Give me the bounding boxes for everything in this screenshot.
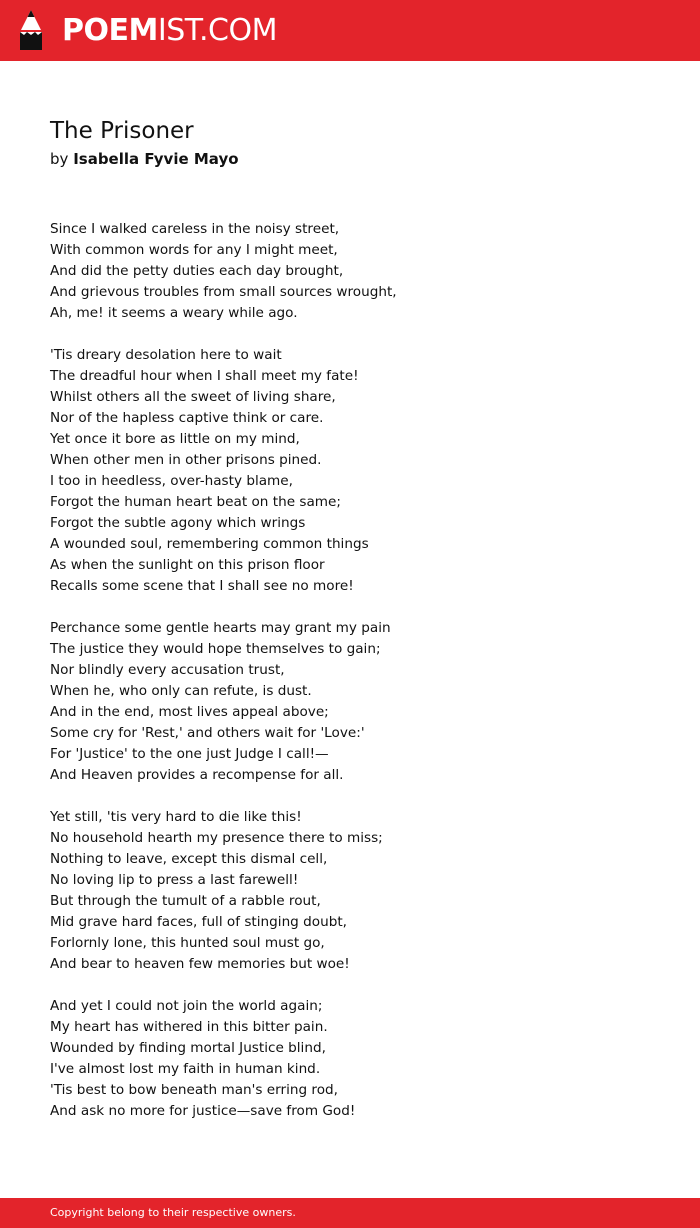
poem-line: And bear to heaven few memories but woe! <box>50 956 350 972</box>
poem-line: Nor of the hapless captive think or care. <box>50 410 324 426</box>
byline <box>50 149 239 169</box>
poem-line: And ask no more for justice—save from God! <box>50 1103 356 1119</box>
poem-line: When other men in other prisons pined. <box>50 452 322 468</box>
poem-line: Nothing to leave, except this dismal cell, <box>50 851 328 867</box>
poem-line: Perchance some gentle hearts may grant my pain <box>50 620 391 636</box>
site-header <box>0 0 700 61</box>
poem-stanza <box>50 807 650 975</box>
poem-line: Some cry for 'Rest,' and others wait for 'Love:' <box>50 725 365 741</box>
poem-line: When he, who only can refute, is dust. <box>50 683 312 699</box>
copyright-notice: Copyright belong to their respective owners. <box>50 1206 296 1219</box>
poem-line: And Heaven provides a recompense for all. <box>50 767 344 783</box>
poem-line: And in the end, most lives appeal above; <box>50 704 329 720</box>
poem-stanza <box>50 219 650 324</box>
poem-stanza <box>50 618 650 786</box>
poem-line: Forgot the human heart beat on the same; <box>50 494 341 510</box>
poem-stanza <box>50 996 650 1122</box>
poem-line: A wounded soul, remembering common things <box>50 536 369 552</box>
by-label: by <box>50 150 69 168</box>
poem-stanza <box>50 345 650 597</box>
poem-line: My heart has withered in this bitter pain. <box>50 1019 328 1035</box>
poem-line: Since I walked careless in the noisy street, <box>50 221 340 237</box>
poem-line: And yet I could not join the world again; <box>50 998 323 1014</box>
poem-line: No household hearth my presence there to miss; <box>50 830 383 846</box>
poem-line: I've almost lost my faith in human kind. <box>50 1061 321 1077</box>
poem-line: The dreadful hour when I shall meet my fate! <box>50 368 359 384</box>
poem-line: And grievous troubles from small sources wrought, <box>50 284 397 300</box>
poem-line: 'Tis dreary desolation here to wait <box>50 347 282 363</box>
pencil-tip-icon <box>16 9 46 51</box>
poem-line: No loving lip to press a last farewell! <box>50 872 299 888</box>
poem-title: The Prisoner <box>50 118 194 144</box>
poem-line: Wounded by finding mortal Justice blind, <box>50 1040 326 1056</box>
poem-line: For 'Justice' to the one just Judge I call!— <box>50 746 329 762</box>
poem-line: The justice they would hope themselves to gain; <box>50 641 381 657</box>
poem-line: Yet still, 'tis very hard to die like this! <box>50 809 302 825</box>
site-footer <box>0 1198 700 1228</box>
poem-line: As when the sunlight on this prison floor <box>50 557 325 573</box>
site-logo-text: POEMIST.COM <box>62 13 277 48</box>
poem-line: Recalls some scene that I shall see no more! <box>50 578 354 594</box>
poem-line: Whilst others all the sweet of living share, <box>50 389 336 405</box>
poem-body <box>50 219 650 1143</box>
author-name: Isabella Fyvie Mayo <box>73 150 239 168</box>
poem-line: Forlornly lone, this hunted soul must go, <box>50 935 325 951</box>
poem-line: 'Tis best to bow beneath man's erring rod, <box>50 1082 338 1098</box>
poem-line: Nor blindly every accusation trust, <box>50 662 285 678</box>
poem-line: Mid grave hard faces, full of stinging doubt, <box>50 914 347 930</box>
poem-line: With common words for any I might meet, <box>50 242 338 258</box>
poem-line: I too in heedless, over-hasty blame, <box>50 473 293 489</box>
poem-line: Yet once it bore as little on my mind, <box>50 431 300 447</box>
poem-line: And did the petty duties each day brought, <box>50 263 344 279</box>
poem-line: But through the tumult of a rabble rout, <box>50 893 321 909</box>
poem-line: Ah, me! it seems a weary while ago. <box>50 305 298 321</box>
poem-line: Forgot the subtle agony which wrings <box>50 515 306 531</box>
